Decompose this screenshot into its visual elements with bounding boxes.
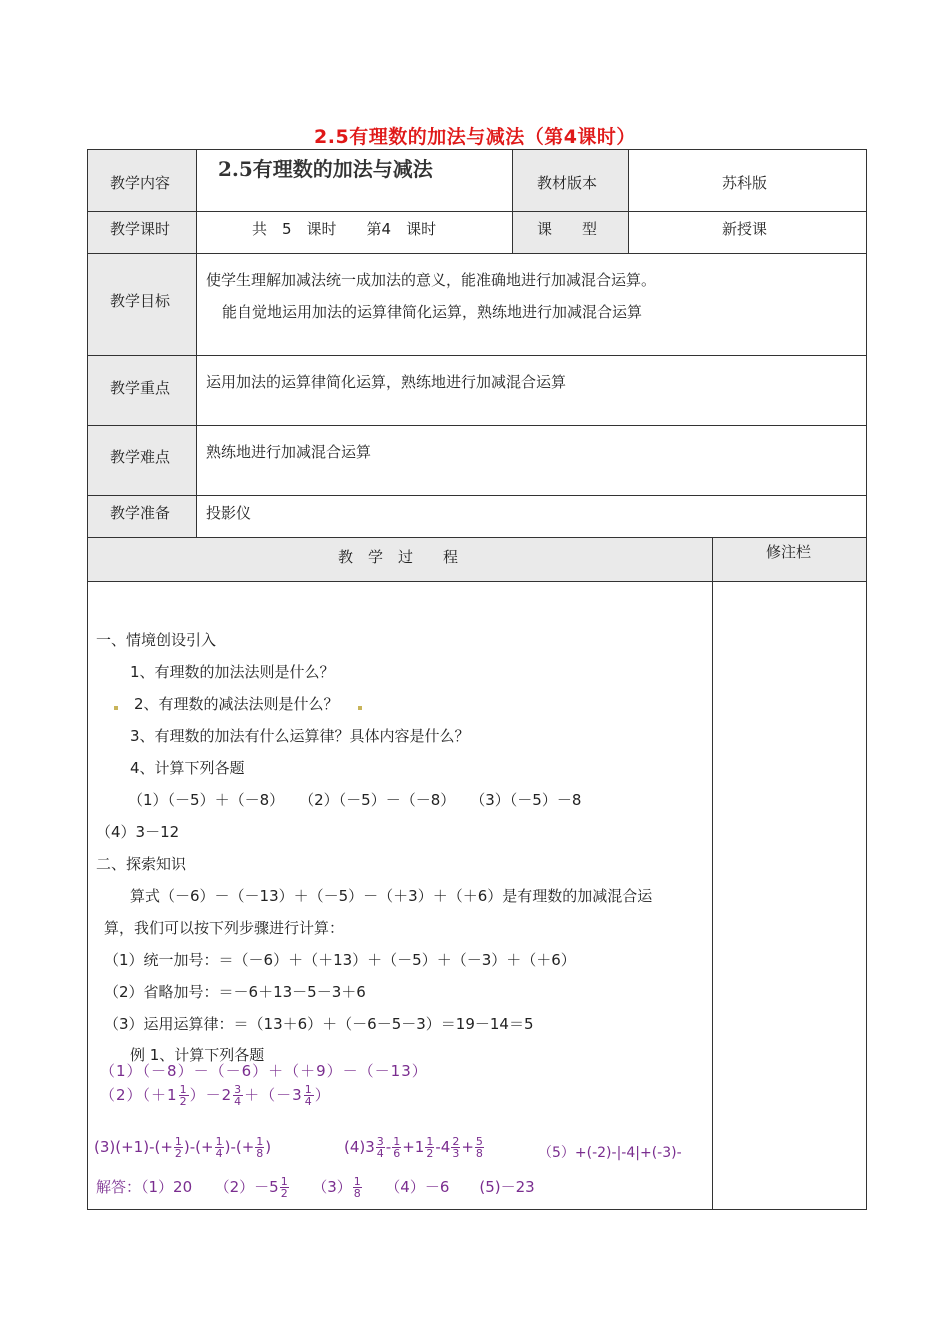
- step-3: （3）运用运算律：＝（13＋6）＋（－6－5－3）＝19－14＝5: [104, 1015, 534, 1033]
- exercise-1: （1）（－8）－（－6）＋（＋9）－（－13）: [100, 1062, 428, 1080]
- table-border: [87, 355, 866, 356]
- artifact-dot: [358, 706, 362, 710]
- step-1: （1）统一加号：＝（－6）＋（＋13）＋（－5）＋（－3）＋（＋6）: [104, 951, 576, 969]
- table-border: [87, 1209, 866, 1210]
- table-border: [87, 253, 866, 254]
- exercise-2: （2）（＋1 $\frac{1}{2}$ ）－2 $\frac{3}{4}$ ＋（－3 $\frac{1}{4}$ ）: [100, 1083, 331, 1108]
- process-label: 教 学 过 程: [338, 548, 459, 566]
- document-title: 2.5有理数的加法与减法（第4课时）: [314, 126, 636, 148]
- difficulty-value: 熟练地进行加减混合运算: [206, 443, 372, 461]
- goal-line-1: 使学生理解加减法统一成加法的意义，能准确地进行加减混合运算。: [206, 271, 657, 289]
- exercise-5: （5）+(-2)-|-4|+(-3)-: [538, 1145, 682, 1161]
- question-4: 4、计算下列各题: [130, 759, 245, 777]
- question-3: 3、有理数的加法有什么运算律？具体内容是什么？: [130, 727, 470, 745]
- table-border: [87, 581, 866, 582]
- artifact-dot: [114, 706, 118, 710]
- answers: 解答：（1）20 （2）－5 $\frac{1}{2}$ （3） $\frac{1}{8}$ （4）－6 (5)－23: [96, 1175, 535, 1200]
- paragraph-line-2: 算，我们可以按下列步骤进行计算：: [104, 919, 345, 937]
- step-2: （2）省略加号：＝－6＋13－5－3＋6: [104, 983, 366, 1001]
- table-border: [87, 149, 866, 150]
- prep-value: 投影仪: [206, 504, 252, 522]
- table-border: [628, 149, 629, 254]
- question-1: 1、有理数的加法法则是什么？: [130, 663, 335, 681]
- section-2-title: 二、探索知识: [96, 855, 187, 873]
- focus-label: 教学重点: [110, 379, 171, 397]
- table-border: [196, 149, 197, 538]
- paragraph-line-1: 算式（－6）－（－13）＋（－5）－（＋3）＋（＋6）是有理数的加减混合运: [130, 887, 653, 905]
- exercise-4: (4)3 $\frac{3}{4}$ - $\frac{1}{6}$ +1 $\frac{1}{2}$ -4 $\frac{2}{3}$ + $\frac{5}{8}$: [344, 1135, 483, 1160]
- table-border: [512, 149, 513, 254]
- section-1-title: 一、情境创设引入: [96, 631, 217, 649]
- period-value: 共 5 课时 第4 课时: [252, 220, 437, 238]
- table-border: [87, 149, 88, 1210]
- type-label: 课 型: [537, 220, 598, 238]
- calc-line-1: （1）（－5）＋（－8） （2）（－5）－（－8） （3）（－5）－8: [128, 791, 582, 809]
- focus-value: 运用加法的运算律简化运算，熟练地进行加减混合运算: [206, 373, 567, 391]
- example-1-title: 例 1、计算下列各题: [130, 1046, 265, 1064]
- calc-line-2: （4）3－12: [96, 823, 180, 841]
- edition-value: 苏科版: [722, 174, 768, 192]
- type-value: 新授课: [722, 220, 768, 238]
- process-header-cell: [88, 538, 866, 582]
- goal-label: 教学目标: [110, 292, 171, 310]
- edition-label: 教材版本: [537, 174, 598, 192]
- table-border: [87, 495, 866, 496]
- table-border: [87, 537, 866, 538]
- table-border: [87, 211, 866, 212]
- period-label: 教学课时: [110, 220, 171, 238]
- question-2: 2、有理数的减法法则是什么？: [134, 695, 339, 713]
- content-value: 2.5有理数的加法与减法: [218, 157, 433, 181]
- difficulty-label: 教学难点: [110, 448, 171, 466]
- table-border: [87, 425, 866, 426]
- table-border: [712, 537, 713, 1210]
- exercise-3: (3)(+1)-(+ $\frac{1}{2}$ )-(+ $\frac{1}{4}$ )-(+ $\frac{1}{8}$ ): [94, 1135, 272, 1160]
- notes-label: 修注栏: [766, 543, 812, 561]
- content-label: 教学内容: [110, 174, 171, 192]
- table-border: [866, 149, 867, 1210]
- goal-line-2: 能自觉地运用加法的运算律简化运算，熟练地进行加减混合运算: [222, 303, 643, 321]
- prep-label: 教学准备: [110, 504, 171, 522]
